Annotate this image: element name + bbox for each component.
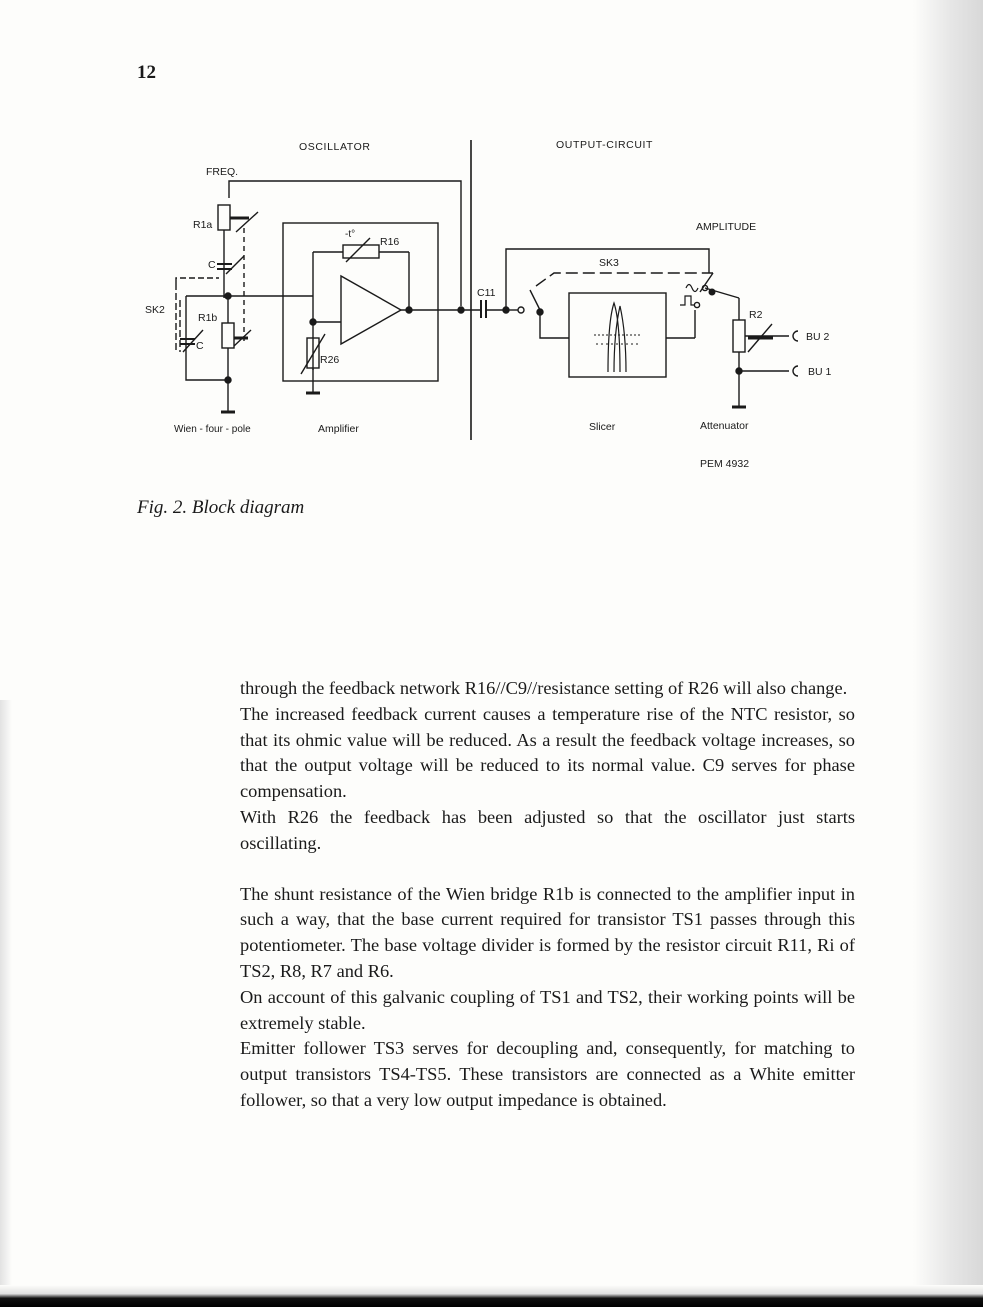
ntc-symbol: -t° <box>345 229 356 240</box>
r2-label: R2 <box>749 309 763 321</box>
paragraph: The shunt resistance of the Wien bridge R1b is connected to the amplifier input in such a way, that the base current required for transistor TS1 passes through this potentiometer. The base voltage divider is formed by the resistor circuit R11, Ri of TS2, R8, R7 and R6. <box>240 883 855 981</box>
c-lower-label: C <box>196 340 204 352</box>
sk2-label: SK2 <box>145 304 165 316</box>
attenuator-label: Attenuator <box>700 420 749 432</box>
paragraph: With R26 the feedback has been adjusted so that the oscillator just starts oscillating. <box>240 806 855 853</box>
r1a-resistor <box>218 205 230 230</box>
r2-resistor <box>733 320 745 352</box>
amplitude-label: AMPLITUDE <box>696 221 757 233</box>
block-diagram <box>0 0 983 480</box>
paragraph-gap <box>240 857 855 882</box>
freq-link <box>229 181 461 306</box>
wien-label: Wien - four - pole <box>174 424 251 435</box>
paragraph: The increased feedback current causes a temperature rise of the NTC resistor, so that its ohmic value will be reduced. As a result the feedback voltage increases, so that the output voltage will be reduced to its normal value. C9 serves for phase compensation. <box>240 703 855 802</box>
paragraph: Emitter follower TS3 serves for decoupling and, consequently, for matching to output transistors TS4-TS5. These transistors are connected as a White emitter follower, so that a very low output impedance is obtained. <box>240 1038 855 1110</box>
bu1-label: BU 1 <box>808 366 832 378</box>
body-text <box>240 676 855 1114</box>
slicer-box <box>569 293 666 377</box>
page-number: 12 <box>137 62 156 83</box>
r1b-resistor <box>222 323 234 348</box>
r26-label: R26 <box>320 354 340 366</box>
page-bottom-edge <box>0 1285 983 1307</box>
bu2-connector <box>793 331 798 341</box>
sine-wave-symbol <box>686 285 698 292</box>
sk3-label: SK3 <box>599 257 619 269</box>
figure-caption: Fig. 2. Block diagram <box>137 497 305 518</box>
c11-label: C11 <box>477 287 496 299</box>
amplifier-label: Amplifier <box>318 423 359 435</box>
freq-label: FREQ. <box>206 166 239 178</box>
paragraph: through the feedback network R16//C9//resistance setting of R26 will also change. <box>240 678 848 698</box>
slicer-label: Slicer <box>589 421 616 433</box>
c-upper-label: C <box>208 259 216 271</box>
output-circuit-label: OUTPUT-CIRCUIT <box>556 139 654 151</box>
oscillator-label: OSCILLATOR <box>299 141 371 153</box>
square-wave-symbol <box>680 296 695 305</box>
amplifier-triangle <box>341 276 401 344</box>
bu2-label: BU 2 <box>806 331 830 343</box>
paragraph: On account of this galvanic coupling of TS1 and TS2, their working points will be extremely stable. <box>240 986 855 1033</box>
r16-label: R16 <box>380 236 400 248</box>
bu1-connector <box>793 366 798 376</box>
page-left-shadow <box>0 700 12 1307</box>
r1a-label: R1a <box>193 219 213 231</box>
figure-ref: PEM 4932 <box>700 458 750 470</box>
r1b-label: R1b <box>198 312 218 324</box>
